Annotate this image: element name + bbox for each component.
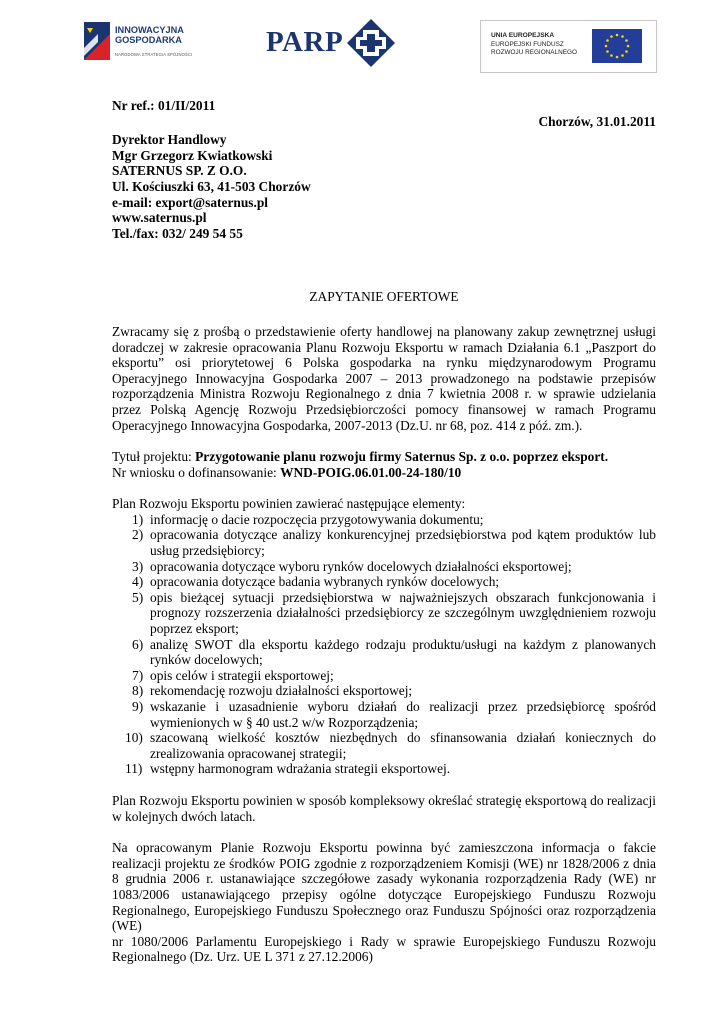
list-item: 5) opis bieżącej sytuacji przedsiębiorstwa w najważniejszych obszarach funkcjonowania i prognozy rozszerzenia działalności przedsiębiorcy ze szczególnym uwzględnieniem rozwoju poprzez eksport;: [132, 589, 656, 637]
list-item: 9) wskazanie i uzasadnienie wyboru działań do realizacji przez przedsiębiorcę spośród wymienionych w § 40 ust.2 w/w Rozporządzenia;: [132, 699, 656, 730]
intro-paragraph: Zwracamy się z prośbą o przedstawienie oferty handlowej na planowany zakup zewnętrznej usługi doradczej w zakresie opracowania Planu Rozwoju Eksportu w ramach Działania 6.1 „Paszport do eksportu” osi priorytetowej 6 Polska gospodarka na rynku międzynarodowym Programu Operacyjnego Innowacyjna Gospodarka 2007 – 2013 prowadzonego na podstawie przepisów rozporządzenia Ministra Rozwoju Regionalnego z dnia 7 kwietnia 2008 r. w sprawie udzielania przez Polską Agencję Rozwoju Przedsiębiorczości pomocy finansowej w ramach Programu Operacyjnego Innowacyjna Gospodarka, 2007-2013 (Dz.U. nr 68, poz. 414 z póź. zm.).: [112, 323, 656, 433]
recipient-address: Ul. Kościuszki 63, 41-503 Chorzów: [112, 178, 311, 194]
innowacyjna-gospodarka-title: INNOWACYJNA GOSPODARKA: [115, 25, 184, 45]
list-item: 11) wstępny harmonogram wdrażania strategii eksportowej.: [125, 761, 451, 777]
application-number-value: WND-POIG.06.01.00-24-180/10: [280, 464, 462, 480]
list-item: 8) rekomendację rozwoju działalności eksportowej;: [132, 683, 413, 699]
recipient-position: Dyrektor Handlowy: [112, 132, 227, 148]
eu-flag-icon: [592, 29, 642, 63]
letterhead: [0, 0, 725, 80]
funding-info-paragraph: Na opracowanym Planie Rozwoju Eksportu powinna być zamieszczona informacja o fakcie realizacji projektu ze środków POIG zgodnie z rozporządzeniem Komisji (WE) nr 1828/2006 z dnia 8 grudnia 2006 r. ustanawiające szczegółowe zasady wykonania rozporządzenia Rady (WE) nr 1083/2006 ustanawiającego przepisy ogólne dotyczące Europejskiego Funduszu Rozwoju Regionalnego, Europejskiego Funduszu Społecznego oraz Funduszu Spójności oraz rozporządzenia (WE): [112, 840, 656, 934]
list-item: 7) opis celów i strategii eksportowej;: [132, 667, 334, 683]
eu-logo-title: UNIA EUROPEJSKA: [491, 32, 555, 39]
recipient-name: Mgr Grzegorz Kwiatkowski: [112, 147, 273, 163]
innowacyjna-gospodarka-logo: [84, 20, 204, 64]
list-item: 6) analizę SWOT dla eksportu każdego rodzaju produktu/usługi na każdym z planowanych rynków docelowych;: [132, 636, 656, 668]
recipient-phone: Tel./fax: 032/ 249 54 55: [112, 225, 243, 241]
project-title-value: Przygotowanie planu rozwoju firmy Saternus Sp. z o.o. poprzez eksport.: [195, 449, 609, 465]
recipient-block: [112, 132, 656, 241]
project-title-line: [112, 449, 656, 465]
place-and-date: Chorzów, 31.01.2011: [538, 113, 656, 129]
eu-logo-subtitle: EUROPEJSKI FUNDUSZ ROZWOJU REGIONALNEGO: [491, 41, 577, 56]
eu-regional-fund-logo: [480, 20, 657, 73]
application-number-line: [112, 465, 656, 481]
innowacyjna-gospodarka-tagline: NARODOWA STRATEGIA SPÓJNOŚCI: [115, 52, 193, 57]
project-title-label: Tytuł projektu:: [112, 449, 196, 465]
document-title: ZAPYTANIE OFERTOWE: [309, 289, 459, 305]
recipient-company: SATERNUS SP. Z O.O.: [112, 163, 247, 179]
recipient-email: e-mail: export@saternus.pl: [112, 194, 269, 210]
funding-info-paragraph-continued: nr 1080/2006 Parlamentu Europejskiego i Rady w sprawie Europejskiego Funduszu Rozwoju Regionalnego (Dz. Urz. UE L 371 z 27.12.2006): [112, 933, 656, 965]
list-item: 1) informację o dacie rozpoczęcia przygotowywania dokumentu;: [132, 511, 484, 527]
application-number-label: Nr wniosku o dofinansowanie:: [112, 464, 281, 480]
list-item: 4) opracowania dotyczące badania wybranych rynków docelowych;: [132, 574, 500, 590]
innowacyjna-gospodarka-emblem-icon: [84, 22, 110, 60]
reference-number: Nr ref.: 01/II/2011: [112, 98, 216, 113]
list-item: 3) opracowania dotyczące wyboru rynków docelowych działalności eksportowej;: [132, 558, 572, 574]
parp-wordmark: PARP: [266, 26, 344, 58]
letter-body: [112, 98, 656, 965]
list-item: 10) szacowaną wielkość kosztów niezbędnych do sfinansowania działań koniecznych do zrealizowania opracowanej strategii;: [125, 730, 656, 761]
list-intro: Plan Rozwoju Eksportu powinien zawierać następujące elementy:: [112, 496, 466, 512]
required-elements-list: [112, 512, 656, 777]
parp-emblem-icon: [346, 18, 396, 68]
list-item: 2) opracowania dotyczące analizy konkurencyjnej przedsiębiorstwa pod kątem produktów lub usług przedsiębiorcy;: [132, 527, 656, 559]
recipient-website: www.saternus.pl: [112, 210, 207, 226]
strategy-paragraph: Plan Rozwoju Eksportu powinien w sposób kompleksowy określać strategię eksportową do realizacji w kolejnych dwóch latach.: [112, 792, 656, 824]
parp-logo: [266, 14, 402, 70]
